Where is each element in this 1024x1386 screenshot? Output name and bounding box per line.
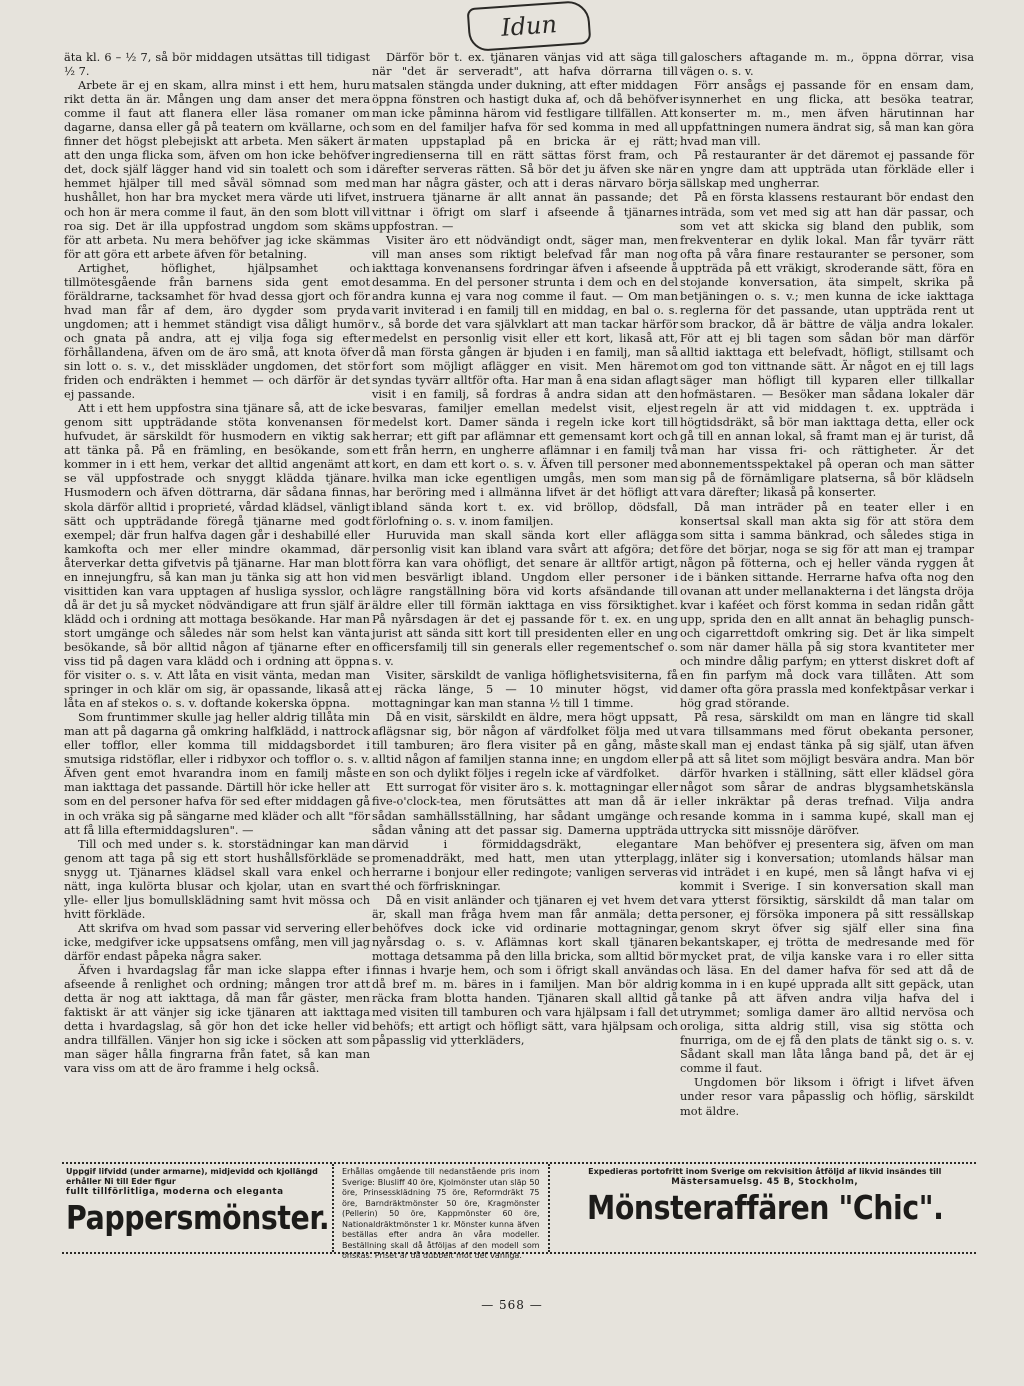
ad-right-brand: Mönsteraffären "Chic".: [586, 1188, 943, 1227]
paragraph: Förr ansågs ej passande för en ensam dam, isynnerhet en ung flicka, att besöka teatrar, konserter m. m., men äfven härutinnan har uppfattningen numera ändrat sig, så man kan göra hvad man vill.: [680, 78, 974, 149]
ad-right-intro: Expedieras portofritt inom Sverige om rekvisition åtföljd af likvid insändes till: [588, 1167, 942, 1176]
paragraph: Därför bör t. ex. tjänaren vänjas vid att säga till när "det är serveradt", att hafva dörrarna till matsalen stängda under dukning, att efter middagen öppna fönstren och hastigt duka af, och då behöfver man icke påminna härom vid festligare tillfällen. Att som en del familjer hafva för sed komma in med all maten uppstaplad på en bricka är ej rätt; ingredienserna till en rätt sättas först fram, och därefter serveras rätten. Så bör det ju äfven ske när man har några gäster, och att i deras närvaro börja instruera tjänarne är allt annat än passande; det vittnar i öfrigt om slarf i afseende å tjänarnes uppfostran. —: [372, 50, 678, 233]
ad-shop-right: [550, 1164, 976, 1252]
masthead-logo: Idun: [467, 0, 592, 52]
paragraph: Att i ett hem uppfostra sina tjänare så, att de icke genom sitt uppträdande stöta konvenansen för hufvudet, är särskildt för husmodern en viktig sak att tänka på. På en främling, en besökande, som kommer in i ett hem, verkar det alltid angenämt att se väl uppfostrade och snyggt klädda tjänare. Husmodern och äfven döttrarna, där sådana finnas, skola därför alltid i proprieté, vårdad klädsel, vänligt sätt och uppträdande föregå tjänarne med godt exempel; där frun halfva dagen går i deshabillé eller kamkofta och mer eller mindre okammad, där återverkar detta gifvetvis på tjänarne. Har man blott en innejungfru, så kan man ju tänka sig att hon vid visittiden kan vara upptagen af husliga sysslor, och då är det ju så mycket nödvändigare att frun själf är klädd och i ordning att mottaga besökande. Har man stort umgänge och således när som helst kan vänta besökande, så bör alltid någon af tjänarne efter en viss tid på dagen vara klädd och i ordning att öppna för visiter o. s. v. Att låta en visit vänta, medan man springer in och klär om sig, är opassande, likaså att låta en af stekos o. s. v. doftande kokerska öppna.: [64, 401, 370, 711]
text-column-2: [372, 50, 678, 1160]
paragraph: Man behöfver ej presentera sig, äfven om man inläter sig i konversation; utomlands hälsar man vid inträdet i en kupé, men så långt hafva vi ej kommit i Sverige. I sin konversation skall man vara ytterst försiktig, särskildt då man talar om personer, ej försöka imponera på sitt ressällskap genom skryt öfver sig själf eller sina fina bekantskaper, ej trötta de medresande med för mycket prat, de vilja kanske vara i ro eller sitta och läsa. En del damer hafva för sed att då de komma in i en kupé uppradа allt sitt gepäck, utan tanke på att äfven andra vilja hafva del i utrymmet; somliga damer äro alltid nervösa och oroliga, sitta aldrig still, visa sig stötta och fnurriga, om de ej få den plats de tänkt sig o. s. v. Sådant skall man låta långa band på, det är ej comme il faut.: [680, 836, 974, 1076]
ad-price-list: Erhållas omgående till nedanstående pris inom Sverige: Blusliff 40 öre, Kjolmönster utan släp 50 öre, Prinsessklädning 75 öre, Reformdräkt 75 öre, Barndräktmönster 50 öre, Kragmönster (Pellerin) 50 öre, Kappmönster 60 öre, Nationaldräktmönster 1 kr. Mönster kunna äfven beställas efter andra än våra modeller. Beställning skall då åtföljas af den modell som önskas. Priset är då dubbelt mot det vanliga.: [334, 1164, 550, 1252]
paragraph: På resa, särskildt om man en längre tid skall vara tillsammans med förut obekanta personer, skall man ej endast tänka på sig själf, utan äfven på att så litet som möjligt besvära andra. Man bör därför hvarken i ställning, sätt eller klädsel göra något som sårar de andras blygsamhetskänsla eller inkräktar på deras trefnad. Vilja andra resande komma in i samma kupé, skall man ej uttrycka sitt missnöje däröfver.: [680, 710, 974, 837]
paragraph: galoschers aftagande m. m., öppna dörrar, visa vägen o. s. v.: [680, 50, 974, 79]
paragraph: Då en visit, särskildt en äldre, mera högt uppsatt, aflägsnar sig, bör någon af värdfolket följa med ut till tamburen; äro flera visiter på en gång, måste alltid någon af familjen stanna inne; en ungdom eller en son och dylikt följes i regeln icke af värdfolket.: [372, 710, 678, 781]
paragraph: Då man inträder på en teater eller i en konsertsal skall man akta sig för att störa dem som sitta i samma bänkrad, och således stiga in före det börjar, noga se sig för att man ej trampar någon på fötterna, och ej heller vända ryggen åt de i bänken sittande. Herrarne hafva ofta nog den ovanan att under mellanakterna i det längsta dröja kvar i kaféet och först komma in sedan ridån gått upp, sprida den en allt annat än behaglig punsch- och cigarrettdoft omkring sig. Det är lika simpelt som när damer hälla på sig stora kvantiteter mer och mindre dålig parfym; en ytterst diskret doft af en fin parfym må dock vara tillåten. Att som damer ofta göra prassla med konfektpåsar verkar i hög grad störande.: [680, 499, 974, 711]
paragraph: Visiter äro ett nödvändigt ondt, säger man, men vill man anses som riktigt belefvad får man nog iakttaga konvenansens fordringar äfven i afseende å desamma. En del personer strunta i dem och en del andra kunna ej vara nog comme il faut. — Om man varit inviterad i en familj till en middag, en bal o. s. v., så borde det vara självklart att man tackar härför medelst en personlig visit eller ett kort, likaså att, då man första gången är bjuden i en familj, man så fort som möjligt aflägger en visit. Men häremot syndas tyvärr alltför ofta. Har man å ena sidan aflagt visit i en familj, så fordras å andra sidan att den besvaras, familjer emellan medelst visit, eljest medelst kort. Damer sända i regeln icke kort till herrar; ett gift par aflämnar ett gemensamt kort och ett från herrn, en ungherre aflämnar i en familj två kort, en dam ett kort o. s. v. Äfven till personer med hvilka man icke egentligen umgås, men som man har beröring med i allmänna lifvet är det höfligt att ibland sända kort t. ex. vid bröllop, dödsfall, förlofning o. s. v. inom familjen.: [372, 232, 678, 528]
paragraph: Som fruntimmer skulle jag heller aldrig tillåta min man att på dagarna gå omkring halfklädd, i nattrock eller tofflor, eller komma till middagsbordet i smutsiga ridstöflar, eller i ridbyxor och tofflor o. s. v. Äfven gent emot hvarandra inom en familj måste man iakttaga det passande. Därtill hör icke heller att som en del personer hafva för sed efter middagen gå in och vräka sig på sängarne med kläder och allt "för att få lilla eftermiddagsluren". —: [64, 710, 370, 837]
paragraph: Äfven i hvardagslag får man icke slappa efter i afseende å renlighet och ordning; mången tror att detta är nog att iakttaga, då man får gäster, men faktiskt är att vänjer sig icke tjänaren att iakttaga detta i hvardagslag, så gör hon det icke heller vid andra tillfällen. Vänjer hon sig icke i söcken att som man säger hålla fingrarna från fatet, så kan man vara viss om att de äro framme i helg också.: [64, 963, 370, 1076]
ad-left-brand: Pappersmönster.: [66, 1198, 330, 1237]
paragraph: Till och med under s. k. storstädningar kan man genom att taga på sig ett stort hushållsförkläde se snygg ut. Tjänarnes klädsel skall vara enkel och nätt, inga kulörta blusar och kjolar, utan en svart ylle- eller ljus bomullsklädning samt hvit mössa och hvitt förkläde.: [64, 836, 370, 921]
paragraph: Visiter, särskildt de vanliga höflighetsvisiterna, få ej räcka länge, 5 — 10 minuter högst, vid mottagningar kan man stanna ½ till 1 timme.: [372, 668, 678, 711]
ad-right-address: Mästersamuelsg. 45 B, Stockholm,: [671, 1177, 859, 1187]
advertisement-banner: [62, 1162, 976, 1260]
paragraph: äta kl. 6 – ½ 7, så bör middagen utsättas till tidigast ½ 7.: [64, 50, 370, 79]
text-column-3: [680, 50, 974, 1160]
ad-left-tagline: fullt tillförlitliga, moderna och eleganta: [66, 1187, 284, 1197]
paragraph: Arbete är ej en skam, allra minst i ett hem, huru rikt detta än är. Mången ung dam anser det mera comme il faut att flanera eller läsa romaner om dagarne, dansa eller gå på teatern om kvällarne, och finner det högst plebejiskt att arbeta. Men säkert är att den unga flicka som, äfven om hon icke behöfver det, dock själf lägger hand vid sin toalett och som i hemmet hjälper till med såväl sömnad som med hushållet, hon har bra mycket mera värde uti lifvet, och hon är mera comme il faut, än den som blott vill roa sig. Det är illa uppfostrad ungdom som skäms för att arbeta. Nu mera behöfver jag icke skämmas för att göra ett arbete äfven för betalning.: [64, 78, 370, 261]
paragraph: Då en visit anländer och tjänaren ej vet hvem det är, skall man fråga hvem man får anmäla; detta behöfves dock icke vid ordinarie mottagningar, nyårsdag o. s. v. Aflämnas kort skall tjänaren mottaga detsamma på den lilla bricka, som alltid bör finnas i hvarje hem, och som i öfrigt skall användas då bref m. m. bäres in i familjen. Man bör aldrig räcka fram blotta handen. Tjänaren skall alltid gå med visiten till tamburen och vara hjälpsam i fall det behöfs; ett artigt och höfligt sätt, vara hjälpsam och påpasslig vid ytterkläders,: [372, 892, 678, 1048]
paragraph: Att skrifva om hvad som passar vid servering eller icke, medgifver icke uppsatsens omfång, men vill jag därför endast påpeka några saker.: [64, 920, 370, 963]
paragraph: Artighet, höflighet, hjälpsamhet och tillmötesgående från barnens sida gent emot föräldrarne, tacksamhet för hvad dessa gjort och för hvad man får af dem, äro dygder som pryda ungdomen; att i hemmet ständigt visa dåligt humör och gnata på andra, att ej vilja foga sig efter förhållandena, äfven om de äro små, att knota öfver sin lott o. s. v., det misskläder ungdomen, det stör friden och endräkten i hemmet — och därför är det ej passande.: [64, 260, 370, 402]
paragraph: Ett surrogat för visiter äro s. k. mottagningar eller five-o'clock-tea, men förutsättes att man då är i sådan samhällsställning, har sådant umgänge och sådan våning att det passar sig. Damerna uppträda därvid i förmiddagsdräkt, elegantare promenaddräkt, med hatt, men utan ytterplagg, herrarne i bonjour eller redingote; vanligen serveras thé och förfriskningar.: [372, 780, 678, 893]
paragraph: Ungdomen bör liksom i öfrigt i lifvet äfven under resor vara påpasslig och höflig, särskildt mot äldre.: [680, 1075, 974, 1118]
text-column-1: [64, 50, 370, 1160]
paragraph: På en första klassens restaurant bör endast den inträda, som vet med sig att han där passar, och som vet att skicka sig bland den publik, som frekventerar en dylik lokal. Man får tyvärr rätt ofta på våra finare restauranter se personer, som uppträda på ett vräkigt, skroderande sätt, föra en stojande konversation, äta simpelt, skrika på betjäningen o. s. v.; men kunna de icke iakttaga reglerna för det passande, utan uppträda rent ut som brackor, då är bättre de välja andra lokaler. För att ej bli tagen som sådan bör man därför alltid iakttaga ett belefvadt, höfligt, stillsamt och om god ton vittnande sätt. Är något en ej till lags säger man höfligt till kyparen eller tillkallar hofmästaren. — Besöker man sådana lokaler där regeln är att vid middagen t. ex. uppträda i högtidsdräkt, så bör man iakttaga detta, eller ock gå till en annan lokal, så framt man ej är turist, då man har vissa fri- och rättigheter. Är det abonnementsspektakel på operan och man sätter sig på de förnämligare platserna, så bör klädseln vara därefter; likaså på konserter.: [680, 190, 974, 500]
ad-left-intro: Uppgif lifvidd (under armarne), midjevidd och kjollängd erhåller Ni till Eder figur: [66, 1167, 318, 1186]
paragraph: På restauranter är det däremot ej passande för en yngre dam att uppträda utan förkläde eller i sällskap med ungherrar.: [680, 148, 974, 191]
ad-pattern-left: [62, 1164, 334, 1252]
paragraph: Huruvida man skall sända kort eller aflägga personlig visit kan ibland vara svårt att afgöra; det förra kan vara ohöfligt, det senare är alltför artigt, men besvärligt ibland. Ungdom eller personer i lägre rangställning böra vid korts afsändande till äldre eller till förmän iakttaga en viss försiktighet. På nyårsdagen är det ej passande för t. ex. en ung jurist att sända sitt kort till presidenten eller en ung officersfamilj till sin generals eller regementschef o. s. v.: [372, 527, 678, 669]
page-number: — 568 —: [481, 1298, 543, 1312]
